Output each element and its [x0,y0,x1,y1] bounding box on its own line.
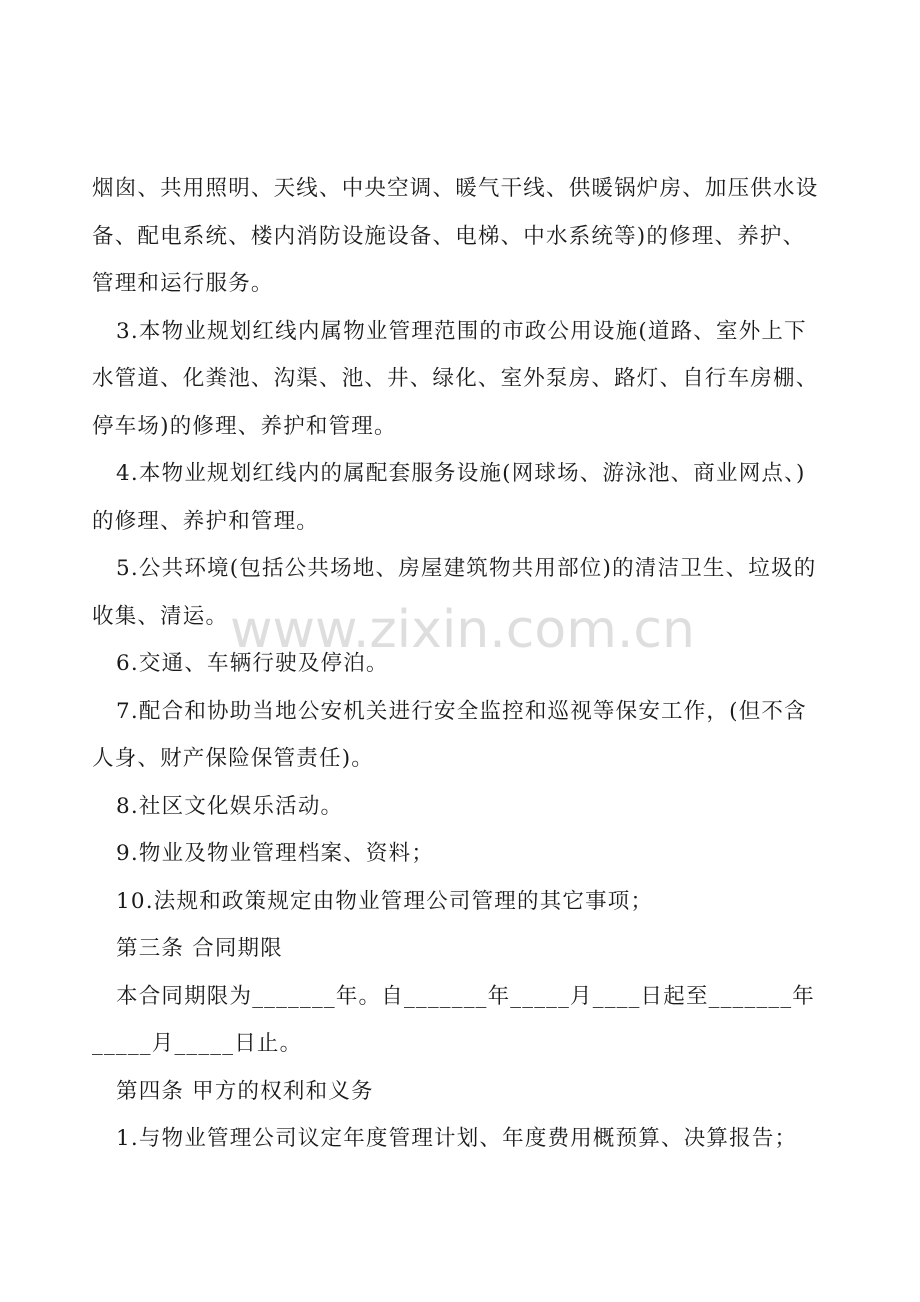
text-line: 收集、清运。 [92,603,229,629]
text-line: 9.物业及物业管理档案、资料； [116,841,435,866]
text-line: 4.本物业规划红线内的属配套服务设施(网球场、游泳池、商业网点、) [116,461,806,486]
text-line: 备、配电系统、楼内消防设施设备、电梯、中水系统等)的修理、养护、 [92,223,806,249]
text-line: 3.本物业规划红线内属物业管理范围的市政公用设施(道路、室外上下 [116,318,807,344]
text-line: 5.公共环境(包括公共场地、房屋建筑物共用部位)的清洁卫生、垃圾的 [116,556,817,581]
text-line: 8.社区文化娱乐活动。 [116,793,344,819]
text-line: _____月_____日止。 [92,1031,303,1056]
text-line: 水管道、化粪池、沟渠、池、井、绿化、室外泵房、路灯、自行车房棚、 [92,366,819,391]
text-line: 1.与物业管理公司议定年度管理计划、年度费用概预算、决算报告； [116,1126,798,1151]
text-line: 的修理、养护和管理。 [92,508,320,534]
text-line: 6.交通、车辆行驶及停泊。 [116,651,389,676]
text-line: 停车场)的修理、养护和管理。 [92,413,397,439]
text-line: 管理和运行服务。 [92,271,274,296]
watermark-text: www.zixin.com.cn [230,600,695,660]
text-line: 烟囱、共用照明、天线、中央空调、暖气干线、供暖锅炉房、加压供水设 [92,176,819,201]
section-heading: 第四条 甲方的权利和义务 [116,1078,374,1104]
section-heading: 第三条 合同期限 [116,936,283,961]
text-line: 本合同期限为_______年。自_______年_____月____日起至_______年 [116,983,816,1009]
text-line: 10.法规和政策规定由物业管理公司管理的其它事项； [116,888,654,914]
text-line: 人身、财产保险保管责任)。 [92,746,374,771]
text-line: 7.配合和协助当地公安机关进行安全监控和巡视等保安工作，(但不含 [116,698,807,724]
document-body [92,165,838,1163]
